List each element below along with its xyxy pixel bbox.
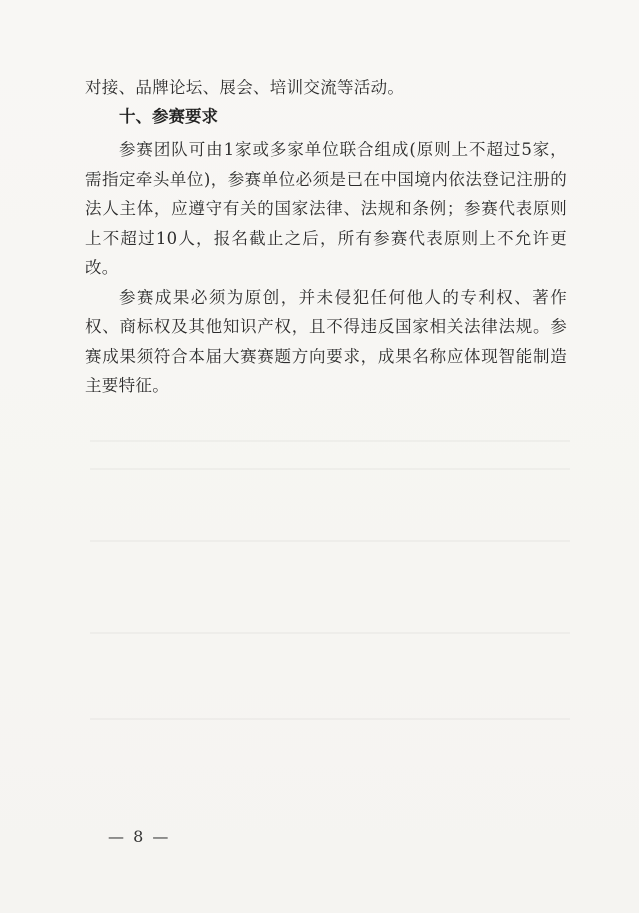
- bleed-through-line: [90, 540, 570, 542]
- page-number: — 8 —: [108, 827, 171, 846]
- requirements-body: [85, 135, 567, 401]
- bleed-through-line: [90, 718, 570, 720]
- paragraph-originality-requirements: 参赛成果必须为原创，并未侵犯任何他人的专利权、著作权、商标权及其他知识产权，且不得违反国家相关法律法规。参赛成果须符合本届大赛赛题方向要求，成果名称应体现智能制造主要特征。: [85, 287, 567, 395]
- bleed-through-line: [90, 632, 570, 634]
- bleed-through-line: [90, 440, 570, 442]
- paragraph-team-requirements: 参赛团队可由1家或多家单位联合组成(原则上不超过5家，需指定牵头单位)，参赛单位必须是已在中国境内依法登记注册的法人主体，应遵守有关的国家法律、法规和条例；参赛代表原则上不超过10人，报名截止之后，所有参赛代表原则上不允许更改。: [85, 140, 567, 277]
- continuation-line: 对接、品牌论坛、展会、培训交流等活动。: [85, 78, 405, 97]
- bleed-through-line: [90, 468, 570, 470]
- continuation-text: [85, 73, 567, 103]
- section-heading: 十、参赛要求: [119, 107, 218, 126]
